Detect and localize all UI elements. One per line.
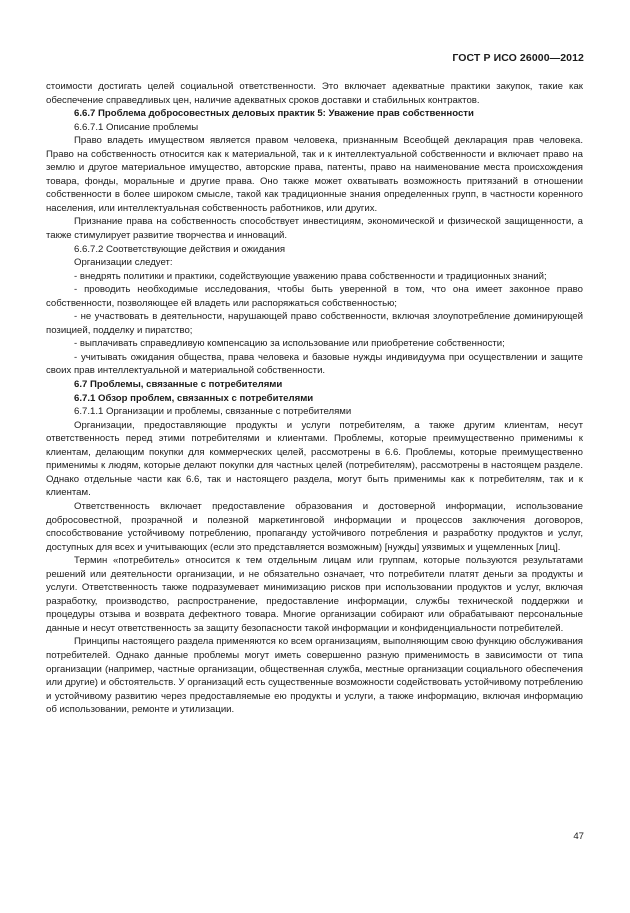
list-item: - не участвовать в деятельности, нарушающей право собственности, включая злоупотребление доминирующей позицией, подделку и пиратство; xyxy=(46,311,583,336)
subsection-heading: 6.7.1.1 Организации и проблемы, связанные с потребителями xyxy=(74,406,352,418)
list-item: - проводить необходимые исследования, чтобы быть уверенной в том, что она имеет законное право собственности, позволяющее ей владеть или распоряжаться собственностью; xyxy=(46,284,583,309)
paragraph: Термин «потребитель» относится к тем отдельным лицам или группам, которые пользуются результатами решений или деятельности организации, и не обязательно означает, что потребители платят деньги за продукты и услуги. Ответственность также подразумевает минимизацию рисков при использовании продуктов и услуг, включая разработку, производство, распространение, предоставление информации, службы технической поддержки и процедуры отзыва и возврата дефектного товара. Многие организации собирают или обрабатывают персональные данные и несут ответственность за защиту безопасности такой информации и конфиденциальности потребителей. xyxy=(46,555,583,634)
subsection-heading: 6.6.7.1 Описание проблемы xyxy=(74,121,199,133)
paragraph: Организации, предоставляющие продукты и услуги потребителям, а также другим клиентам, несут ответственность перед этими потребителями и клиентами. Проблемы, которые преимущественно применимы к клиентам, делающим покупки для коммерческих целей, рассмотрены в 6.6. Проблемы, которые преимущественно применимы к людям, которые делают покупки для частных целей (потребителям), рассмотрены в настоящем разделе. Однако отдельные части как 6.6, так и настоящего раздела, могут быть применимы как к потребителям, так и к клиентам. xyxy=(46,419,583,499)
section-heading: 6.7.1 Обзор проблем, связанных с потребителями xyxy=(74,392,314,404)
paragraph: Принципы настоящего раздела применяются ко всем организациям, выполняющим свою функцию обслуживания потребителей. Однако данные проблемы могут иметь совершенно разную применимость в зависимости от типа организации (например, частные организации, общественная служба, местные организации социального обеспечения или другие) и обстоятельств. У организаций есть существенные возможности содействовать устойчивому потреблению и устойчивому развитию через предоставляемые ею продукты и услуги, а также информацию, включая информацию об использовании, ремонте и утилизации. xyxy=(46,636,583,716)
paragraph: Организации следует: xyxy=(74,257,173,269)
paragraph: стоимости достигать целей социальной ответственности. Это включает адекватные практики закупок, такие как обеспечение справедливых цен, наличие адекватных сроков доставки и стабильных контрактов. xyxy=(46,81,583,106)
document-body xyxy=(46,80,583,717)
section-heading: 6.6.7 Проблема добросовестных деловых практик 5: Уважение прав собственности xyxy=(74,108,474,120)
page-number: 47 xyxy=(573,831,584,842)
subsection-heading: 6.6.7.2 Соответствующие действия и ожидания xyxy=(74,243,286,255)
paragraph: Право владеть имуществом является правом человека, признанным Всеобщей декларация прав человека. Право на собственность относится как к материальной, так и к интеллектуальной собственности и включает право на землю и другое материальное имущество, авторские права, патенты, право на наименование места происхождения товара, фонды, моральные и другие права. Оно также может охватывать возможность притязаний в отношении собственности в более широком смысле, такой как традиционные знания определенных групп, в частности коренного населения, или интеллектуальная собственность работников, или других. xyxy=(46,135,583,214)
list-item: - учитывать ожидания общества, права человека и базовые нужды индивидуума при осуществлении и защите своих прав интеллектуальной и материальной собственности. xyxy=(46,351,583,377)
list-item: - внедрять политики и практики, содействующие уважению права собственности и традиционных знаний; xyxy=(74,270,547,282)
section-heading: 6.7 Проблемы, связанные с потребителями xyxy=(74,379,283,391)
paragraph: Признание права на собственность способствует инвестициям, экономической и физической защищенности, а также стимулирует развитие творчества и инноваций. xyxy=(46,216,583,242)
document-header: ГОСТ Р ИСО 26000—2012 xyxy=(452,52,584,64)
list-item: - выплачивать справедливую компенсацию за использование или приобретение собственности; xyxy=(74,338,505,350)
paragraph: Ответственность включает предоставление образования и достоверной информации, использование добросовестной, прозрачной и полезной маркетинговой информации и процессов заключения договоров, способствование устойчивому потреблению, пропаганду устойчивого потребления и разработку продуктов и услуг, доступных для всех и учитывающих (если это представляется возможным) [нужды] уязвимых и ущемленных [лиц]. xyxy=(46,500,583,553)
